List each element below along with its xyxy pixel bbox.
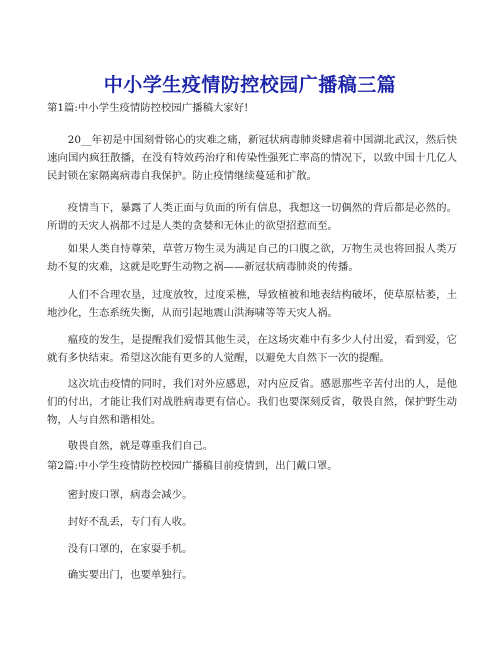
paragraph-8: 敬畏自然，就是尊重我们自己。	[67, 440, 214, 452]
document-title: 中小学生疫情防控校园广播稿三篇	[103, 74, 397, 96]
paragraph-10: 密封废口罩，病毒会减少。	[67, 489, 193, 501]
paragraph-3: 疫情当下，暴露了人类正面与负面的所有信息，我想这一切偶然的背后都是必然的。所谓的天灾人祸都不过是人类的贪婪和无休止的欲望招惹而至。	[47, 202, 457, 232]
paragraph-13: 确实要出门，也要单独行。	[67, 569, 193, 581]
paragraph-12: 没有口罩的，在家耍手机。	[67, 543, 193, 555]
paragraph-9: 第2篇:中小学生疫情防控校园广播稿目前疫情到，出门戴口罩。	[47, 460, 338, 472]
paragraph-4: 如果人类自恃尊荣，草菅万物生灵为满足自己的口腹之欲，万物生灵也将回报人类万劫不复的灾难，这就是吃野生动物之祸——新冠状病毒肺炎的传播。	[47, 243, 457, 273]
paragraph-6: 瘟疫的发生，是提醒我们爱惜其他生灵，在这场灾难中有多少人付出爱，看到爱，它就有多快结束。希望这次能有更多的人觉醒，以避免大自然下一次的提醒。	[47, 334, 457, 364]
paragraph-1: 第1篇:中小学生疫情防控校园广播稿大家好!	[47, 102, 249, 114]
paragraph-11: 封好不乱丢，专门有人收。	[67, 516, 193, 528]
paragraph-5: 人们不合理农垦，过度放牧，过度采樵，导致植被和地表结构破坏，使草原枯萎，土地沙化，生态系统失衡，从而引起地震山洪海啸等等天灾人祸。	[47, 289, 457, 319]
paragraph-7: 这次坑击疫情的同时，我们对外应感恩，对内应反省。感恩那些辛苦付出的人，是他们的付出，才能让我们对战胜病毒更有信心。我们也要深刻反省，敬畏自然，保护野生动物，人与自然和谐相处。	[47, 378, 457, 426]
paragraph-2: 20__年初是中国刻骨铭心的灾难之痛，新冠状病毒肺炎肆虐着中国湖北武汉，然后快速向国内疯狂散播，在没有特效药治疗和传染性强死亡率高的情况下，以致中国十几亿人民封锁在家隔离病毒自我保护。防止疫情继续蔓延和扩散。	[47, 134, 457, 182]
